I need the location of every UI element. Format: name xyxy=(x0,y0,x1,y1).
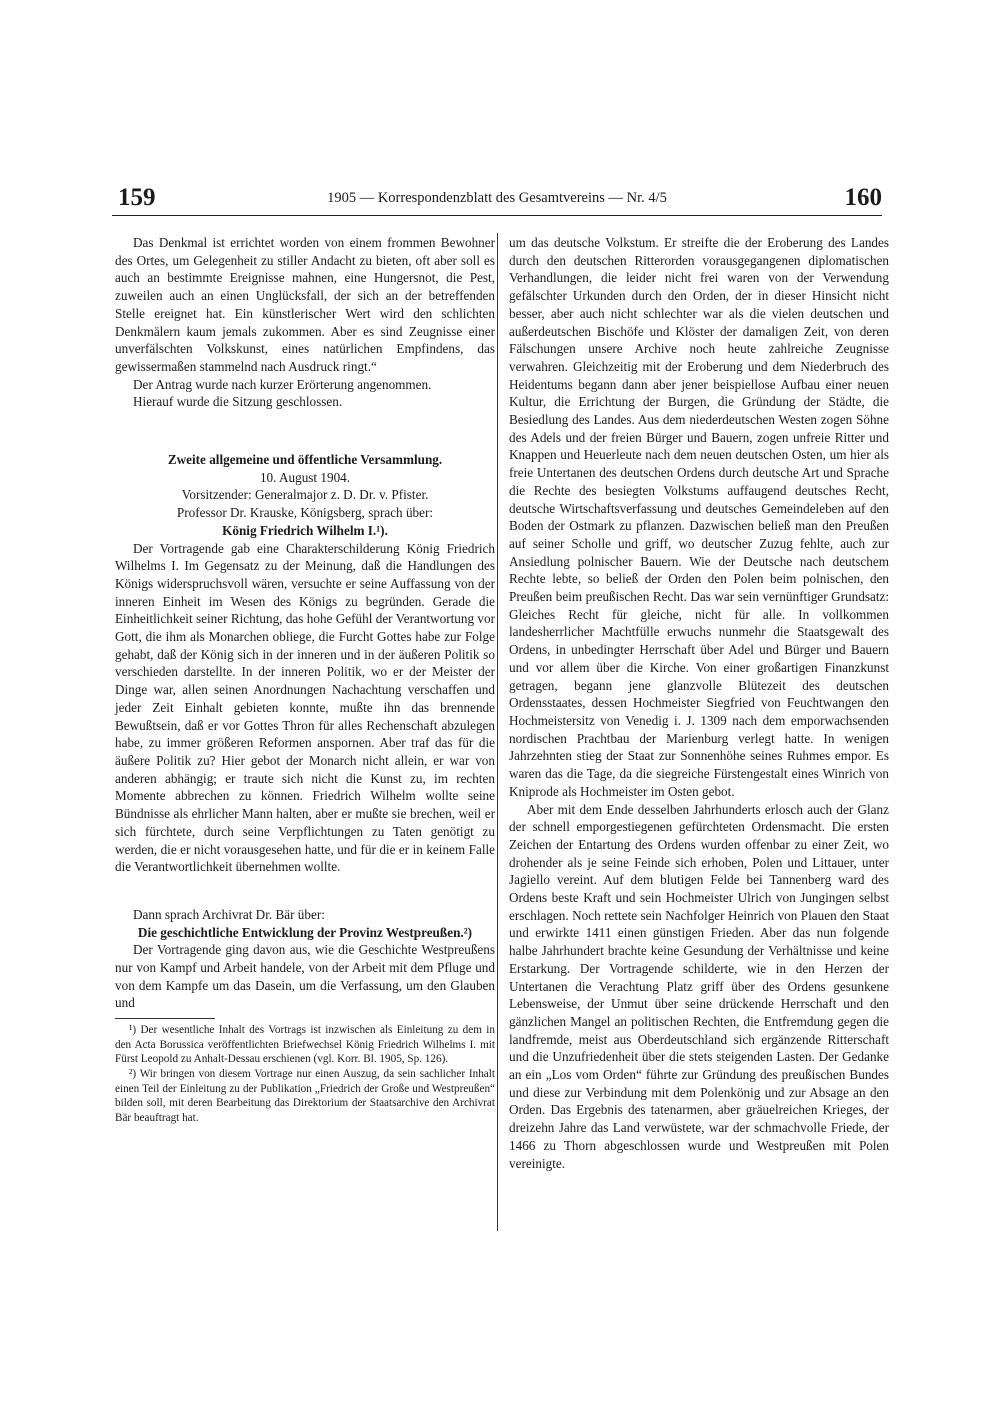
lecture-title: König Friedrich Wilhelm I.¹). xyxy=(222,522,388,538)
header-rule xyxy=(112,215,882,216)
paragraph-ordensmacht: Aber mit dem Ende desselben Jahrhunderts erlosch auch der Glanz der schnell emporgestiegenen gefürchteten Ordensmacht. Die ersten Zeichen der Entartung des Ordens wurden offenbar zu einer Zeit, wo drohender als je seine Feinde sich erhoben, Polen und Littauer, unter Jagiello vereint. Auf dem blutigen Felde bei Tannenberg ward des Ordens beste Kraft und sein Hochmeister Ulrich von Jungingen selbst erschlagen. Noch rettete sein Nachfolger Heinrich von Plauen den Staat und erwirkte 1411 einen günstigen Frieden. Aber das nun folgende halbe Jahrhundert brachte keine Gesundung der Verhältnisse und keine Erstarkung. Der Vortragende schilderte, wie in den Herzen der Untertanen die Verachtung Platz griff über des Ordens gesunkene Lebensweise, der Unmut über seine drückende Herrschaft und den gänzlichen Mangel an politischen Rechten, die Entfremdung gegen die landfremde, meist aus Oberdeutschland sich ergänzende Ritterschaft und die Unzufriedenheit über die stets steigenden Lasten. Der Gedanke an ein „Los vom Orden“ führte zur Gründung des preußischen Bundes und diese zur Verbindung mit dem Polenkönig und zur Absage an den Orden. Das Ergebnis des tatenarmen, aber gräuelreichen Krieges, der dreizehn Jahre das Land verwüstete, war der schmachvolle Friede, der 1466 zu Thorn abgeschlossen wurde und Westpreußen mit Polen vereinigte. xyxy=(509,801,889,1171)
paragraph-volkstum: um das deutsche Volkstum. Er streifte die der Eroberung des Landes durch den deutschen Ritterorden vorausgegangenen diplomatischen Verhandlungen, die leider nicht frei waren von der Verwendung gefälschter Urkunden durch den Orden, der in dieser Hinsicht nicht besser, aber auch nicht schlechter war als die vielen deutschen und außerdeutschen Bischöfe und Klöster der damaligen Zeit, von deren Fälschungen unsere Archive noch heute zahlreiche Zeugnisse verwahren. Gleichzeitig mit der Eroberung und dem Niederbruch des Heidentums begann dann aber jener beispiellose Aufbau einer neuen Kultur, die Errichtung der Burgen, die Gründung der Städte, die Besiedlung des Landes. Aus dem niederdeutschen Westen zogen Söhne des Adels und der freien Bürger und Bauern, zogen unfreie Ritter und Knappen und Heuerleute nach dem neuen deutschen Osten, um hier als freie Untertanen des deutschen Ordens durch deutsche Art und Sprache die Rechte des besiegten Volkstums auffaugend deutsches Recht, deutsche Wirtschaftsverfassung und deutsches Gemeindeleben auf den Boden der Ostmark zu pflanzen. Dazwischen beließ man den Preußen auf seiner Scholle und griff, wo deutscher Zuzug fehlte, auch zur Ansiedlung polnischer Bauern. Wie der Deutsche nach deutschem Rechte lebte, so beließ der Orden den Polen beim polnischen, den Preußen beim preußischen Recht. Das war sein vernünftiger Grundsatz: Gleiches Recht für gleiche, nicht für alle. In vollkommen landesherrlicher Machtfülle erwuchs nunmehr die Staatsgewalt des Ordens, in unbedingter Herrschaft über Adel und Bürger und Bauern und vor allem über die Kirche. Von einer großartigen Finanzkunst getragen, begann jene glanzvolle Blütezeit des deutschen Ordensstaates, dessen Hochmeister Siegfried von Feuchtwangen den Hochmeistersitz von Venedig i. J. 1309 nach dem emporwachsenden nordischen Prachtbau der Marienburg verlegt hatte. In wenigen Jahrzehnten stieg der Staat zur Sonnenhöhe seines Ruhmes empor. Es waren das die Tage, da die siegreiche Fürstengestalt eines Winrich von Kniprode als Hochmeister im Osten gebot. xyxy=(509,235,889,799)
spacer xyxy=(115,876,495,906)
speaker-line: Professor Dr. Krauske, Königsberg, sprach über: xyxy=(176,505,434,521)
running-title: 1905 — Korrespondenzblatt des Gesamtvereins — Nr. 4/5 xyxy=(327,190,667,206)
lecture-title-2: Die geschichtliche Entwicklung der Provinz Westpreußen.²) xyxy=(137,924,473,940)
paragraph-antrag: Der Antrag wurde nach kurzer Erörterung angenommen. xyxy=(133,376,432,392)
page-number-left: 159 xyxy=(118,184,156,211)
column-divider xyxy=(497,233,498,1231)
paragraph-westpreussen: Der Vortragende ging davon aus, wie die Geschichte Westpreußens nur von Kampf und Arbeit handele, von der Arbeit mit dem Pfluge und von dem Kampfe um das Dasein, um die Verfassung, um den Glauben und xyxy=(115,942,495,1011)
footnote-rule xyxy=(115,1018,215,1019)
page-number-right: 160 xyxy=(844,184,882,211)
chair-line: Vorsitzender: Generalmajor z. D. Dr. v. Pfister. xyxy=(181,487,429,503)
paragraph-denkmal: Das Denkmal ist errichtet worden von einem frommen Bewohner des Ortes, um Gelegenheit zu stiller Andacht zu bieten, oft aber soll es auch an bestimmte Ereignisse mahnen, eine Hungersnot, die Pest, zuweilen auch an einen Unglücksfall, der sich an der betreffenden Stelle ereignet hat. Ein künstlerischer Wert wird den schlichten Denkmälern kaum jemals zukommen. Aber es sind Zeugnisse einer unverfälschten Volkskunst, eines natürlichen Empfindens, das gewissermaßen stammelnd nach Ausdruck ringt.“ xyxy=(115,235,495,374)
speaker-line-2: Dann sprach Archivrat Dr. Bär über: xyxy=(133,906,325,922)
left-column xyxy=(115,234,495,1125)
footnote-2: ²) Wir bringen von diesem Vortrage nur einen Auszug, da sein sachlicher Inhalt einen Teil der Einleitung zu der Publikation „Friedrich der Große und Westpreußen“ bilden soll, mit deren Bearbeitung das Direktorium der Staatsarchive den Archivrat Bär beauftragt hat. xyxy=(115,1067,495,1124)
page-header xyxy=(112,183,882,219)
section-heading: Zweite allgemeine und öffentliche Versammlung. xyxy=(167,452,443,468)
right-column xyxy=(509,234,889,1172)
footnote-1: ¹) Der wesentliche Inhalt des Vortrags ist inzwischen als Einleitung zu dem in den Acta Borussica veröffentlichten Briefwechsel König Friedrich Wilhelms I. mit Fürst Leopold zu Anhalt-Dessau erschienen (vgl. Korr. Bl. 1905, Sp. 126). xyxy=(115,1024,495,1066)
paragraph-sitzung: Hierauf wurde die Sitzung geschlossen. xyxy=(133,394,343,410)
paragraph-friedrich-wilhelm: Der Vortragende gab eine Charakterschilderung König Friedrich Wilhelms I. Im Gegensatz zu der Meinung, daß die Handlungen des Königs widerspruchsvoll wären, versuchte er seine Auffassung von der inneren Einheit im Wesen des Königs zu begründen. Gerade die Einheitlichkeit seiner Richtung, das hohe Gefühl der Verantwortung vor Gott, die ihm als Monarchen obliege, die Furcht Gottes habe zur Folge gehabt, daß der König sich in der inneren und in der äußeren Politik so verschieden darstellte. In der inneren Politik, wo er der Meister der Dinge war, allen seinen Anordnungen Nachachtung verschaffen und jeder Zeit Einhalt gebieten konnte, mußte ihn das brennende Bewußtsein, daß er vor Gottes Thron für alles Rechenschaft abzulegen habe, zu immer größeren Reformen anspornen. Aber traf das für die äußere Politik zu? Hier gebot der Monarch nicht allein, er war von anderen abhängig; er traute sich nicht die Kunst zu, im rechten Momente abbrechen zu können. Friedrich Wilhelm wollte seine Bündnisse als ehrlicher Mann halten, aber er mußte sie brechen, weil er sich fürchtete, durch seine Verpflichtungen zu Taten genötigt zu werden, die er nicht vorausgesehen hatte, und für die er in keinem Falle die Verantwortlichkeit übernehmen wollte. xyxy=(115,540,495,875)
footnotes xyxy=(115,1023,495,1125)
meeting-date: 10. August 1904. xyxy=(259,469,351,485)
spacer xyxy=(115,411,495,451)
